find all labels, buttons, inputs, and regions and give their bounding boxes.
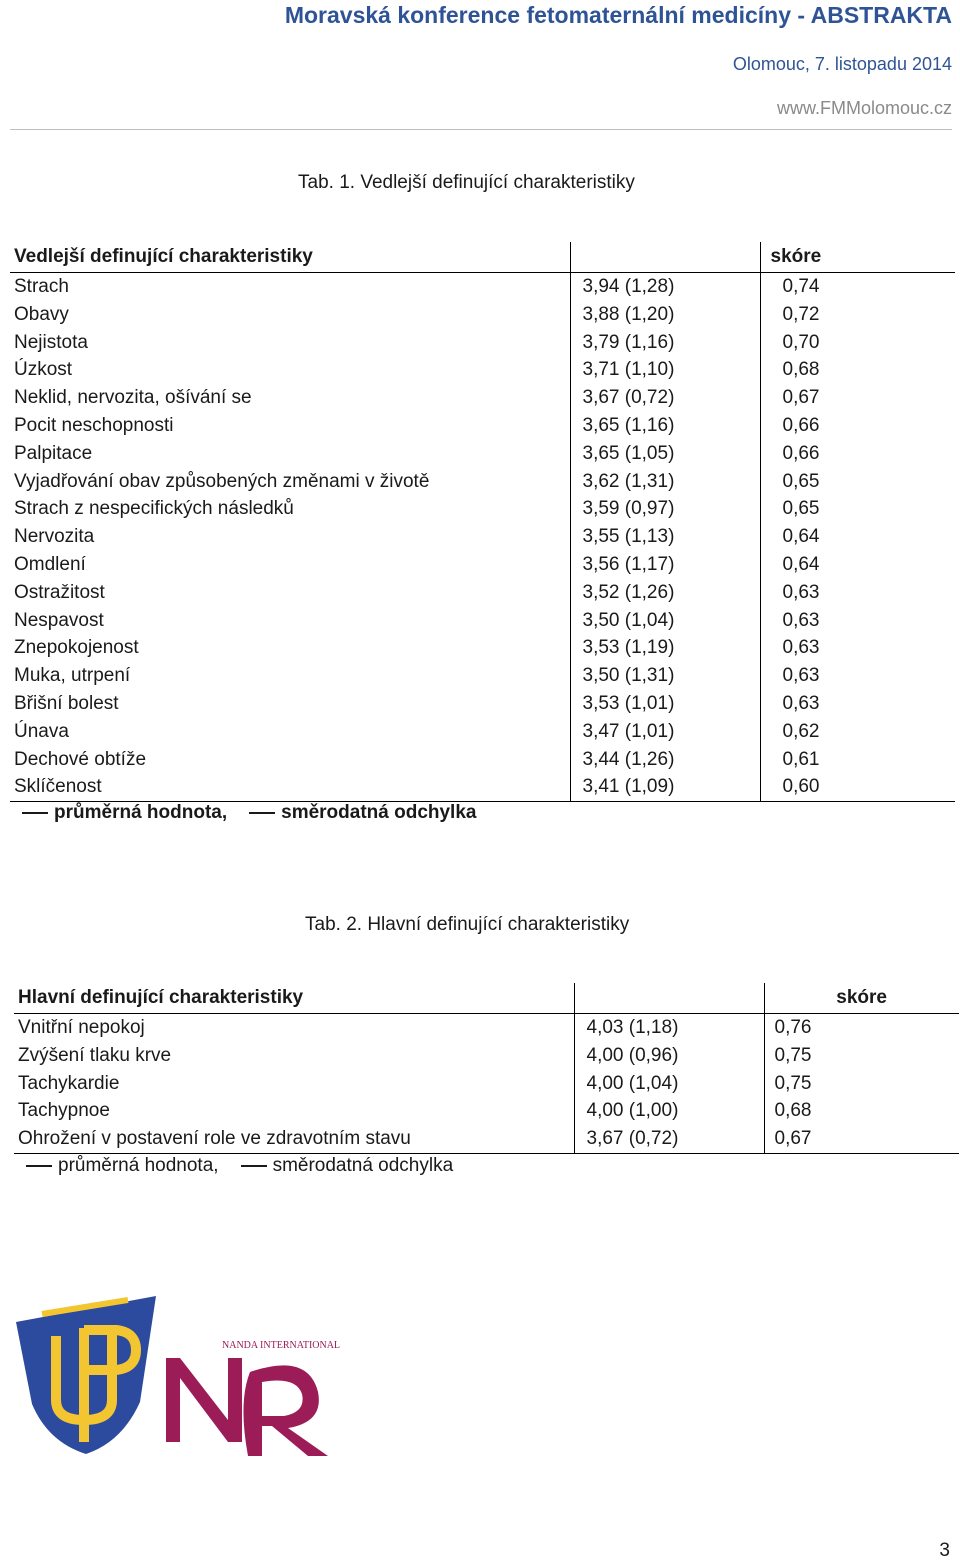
- mean-sd-cell: 4,00 (1,04): [574, 1070, 764, 1098]
- dash-mark: [249, 812, 275, 814]
- characteristic-cell: Tachypnoe: [18, 1100, 110, 1122]
- table2-footnote: [26, 1155, 453, 1177]
- table-row: [10, 773, 955, 801]
- mean-sd-cell: 3,53 (1,19): [570, 634, 760, 662]
- table-row: [10, 329, 955, 357]
- table1-header-characteristic: Vedlejší definující charakteristiky: [10, 242, 570, 273]
- mean-sd-cell: 3,62 (1,31): [570, 468, 760, 496]
- mean-sd-cell: 3,44 (1,26): [570, 746, 760, 774]
- table1-footnote: [22, 802, 476, 824]
- table2-caption: Tab. 2. Hlavní definující charakteristiky: [305, 914, 630, 935]
- dash-mark: [22, 812, 48, 814]
- table-row: [10, 440, 955, 468]
- characteristic-cell: Sklíčenost: [10, 773, 570, 801]
- dash-mark: [241, 1165, 267, 1167]
- score-cell: 0,75: [764, 1070, 959, 1098]
- mean-sd-cell: 3,59 (0,97): [570, 495, 760, 523]
- table-row: [14, 1014, 959, 1042]
- score-cell: 0,63: [760, 607, 955, 635]
- table1-header-row: [10, 242, 955, 273]
- score-cell: 0,65: [760, 495, 955, 523]
- mean-sd-cell: 3,67 (0,72): [570, 384, 760, 412]
- characteristic-cell: Únava: [14, 720, 69, 742]
- table-row: [10, 273, 955, 301]
- page-header: [0, 0, 960, 132]
- conference-date: Olomouc, 7. listopadu 2014: [732, 54, 952, 74]
- characteristic-cell: Úzkost: [14, 359, 73, 381]
- mean-sd-cell: 3,65 (1,16): [570, 412, 760, 440]
- characteristic-cell: Vyjadřování obav způsobených změnami v životě: [14, 470, 430, 492]
- characteristic-cell: Nespavost: [14, 609, 104, 631]
- characteristic-cell: Nervozita: [14, 526, 95, 548]
- characteristic-cell: Omdlení: [14, 553, 86, 575]
- characteristic-cell: Dechové obtíže: [14, 748, 147, 770]
- table1-header-mean: [570, 242, 760, 273]
- mean-sd-cell: 3,65 (1,05): [570, 440, 760, 468]
- score-cell: 0,65: [760, 468, 955, 496]
- table2-header-characteristic: Hlavní definující charakteristiky: [14, 983, 574, 1014]
- mean-sd-cell: 3,55 (1,13): [570, 523, 760, 551]
- table-row: [10, 746, 955, 774]
- score-cell: 0,74: [760, 273, 955, 301]
- table-row: [14, 1070, 959, 1098]
- score-cell: 0,68: [764, 1097, 959, 1125]
- table-row: [10, 579, 955, 607]
- mean-sd-cell: 3,56 (1,17): [570, 551, 760, 579]
- table1: [10, 242, 955, 802]
- score-cell: 0,76: [764, 1014, 959, 1042]
- mean-sd-cell: 3,41 (1,09): [570, 773, 760, 801]
- table-row: [10, 301, 955, 329]
- table2-header-mean: [574, 983, 764, 1014]
- table-row: [10, 468, 955, 496]
- mean-sd-cell: 3,53 (1,01): [570, 690, 760, 718]
- characteristic-cell: Muka, utrpení: [14, 665, 131, 687]
- table-row: [10, 634, 955, 662]
- mean-sd-cell: 3,71 (1,10): [570, 356, 760, 384]
- mean-sd-cell: 3,79 (1,16): [570, 329, 760, 357]
- table-row: [14, 1125, 959, 1153]
- table2-header-row: [14, 983, 959, 1014]
- table2-note-mean: průměrná hodnota,: [58, 1155, 219, 1176]
- score-cell: 0,63: [760, 579, 955, 607]
- table1-note-mean: průměrná hodnota,: [54, 802, 228, 823]
- conference-title: Moravská konference fetomaternální medicíny - ABSTRAKTA: [284, 2, 952, 28]
- characteristic-cell: Nejistota: [14, 331, 88, 353]
- mean-sd-cell: 3,67 (0,72): [574, 1125, 764, 1153]
- score-cell: 0,68: [760, 356, 955, 384]
- score-cell: 0,75: [764, 1042, 959, 1070]
- mean-sd-cell: 4,03 (1,18): [574, 1014, 764, 1042]
- table1-header-score: skóre: [760, 242, 955, 273]
- page-number: 3: [939, 1540, 950, 1561]
- table-row: [10, 412, 955, 440]
- table-row: [10, 495, 955, 523]
- table1-caption: Tab. 1. Vedlejší definující charakteristiky: [298, 172, 635, 193]
- palacky-university-logo: [12, 1292, 164, 1456]
- characteristic-cell: Strach: [14, 276, 69, 297]
- mean-sd-cell: 3,50 (1,31): [570, 662, 760, 690]
- characteristic-cell: Břišní bolest: [14, 692, 119, 714]
- table2-note-sd: směrodatná odchylka: [272, 1155, 454, 1176]
- characteristic-cell: Ostražitost: [14, 581, 105, 603]
- table2: [14, 983, 959, 1154]
- characteristic-cell: Znepokojenost: [14, 637, 139, 659]
- score-cell: 0,63: [760, 662, 955, 690]
- mean-sd-cell: 3,50 (1,04): [570, 607, 760, 635]
- characteristic-cell: Vnitřní nepokoj: [18, 1017, 145, 1038]
- table-row: [10, 356, 955, 384]
- score-cell: 0,70: [760, 329, 955, 357]
- table-row: [10, 384, 955, 412]
- mean-sd-cell: 4,00 (0,96): [574, 1042, 764, 1070]
- table-row: [10, 551, 955, 579]
- table-row: [10, 662, 955, 690]
- score-cell: 0,63: [760, 634, 955, 662]
- score-cell: 0,67: [760, 384, 955, 412]
- score-cell: 0,64: [760, 523, 955, 551]
- characteristic-cell: Strach z nespecifických následků: [14, 498, 294, 520]
- table-row: [10, 718, 955, 746]
- characteristic-cell: Neklid, nervozita, ošívání se: [14, 387, 252, 409]
- mean-sd-cell: 3,94 (1,28): [570, 273, 760, 301]
- nanda-logo-text: NANDA INTERNATIONAL: [222, 1340, 341, 1351]
- mean-sd-cell: 4,00 (1,00): [574, 1097, 764, 1125]
- header-divider: [10, 129, 952, 130]
- table-row: [14, 1097, 959, 1125]
- characteristic-cell: Tachykardie: [18, 1072, 120, 1094]
- score-cell: 0,60: [760, 773, 955, 801]
- score-cell: 0,62: [760, 718, 955, 746]
- table-row: [10, 607, 955, 635]
- score-cell: 0,72: [760, 301, 955, 329]
- mean-sd-cell: 3,47 (1,01): [570, 718, 760, 746]
- score-cell: 0,63: [760, 690, 955, 718]
- characteristic-cell: Pocit neschopnosti: [14, 414, 174, 436]
- mean-sd-cell: 3,88 (1,20): [570, 301, 760, 329]
- nanda-international-logo: [158, 1332, 358, 1460]
- table1-note-sd: směrodatná odchylka: [281, 802, 477, 823]
- table-row: [14, 1042, 959, 1070]
- score-cell: 0,67: [764, 1125, 959, 1153]
- score-cell: 0,64: [760, 551, 955, 579]
- characteristic-cell: Ohrožení v postavení role ve zdravotním stavu: [14, 1125, 574, 1153]
- table-row: [10, 690, 955, 718]
- characteristic-cell: Palpitace: [14, 442, 93, 464]
- characteristic-cell: Zvýšení tlaku krve: [18, 1044, 172, 1066]
- table2-header-score: skóre: [764, 983, 959, 1014]
- table-row: [10, 523, 955, 551]
- conference-url[interactable]: www.FMMolomouc.cz: [776, 98, 952, 118]
- score-cell: 0,61: [760, 746, 955, 774]
- mean-sd-cell: 3,52 (1,26): [570, 579, 760, 607]
- score-cell: 0,66: [760, 440, 955, 468]
- characteristic-cell: Obavy: [14, 303, 69, 325]
- score-cell: 0,66: [760, 412, 955, 440]
- dash-mark: [26, 1165, 52, 1167]
